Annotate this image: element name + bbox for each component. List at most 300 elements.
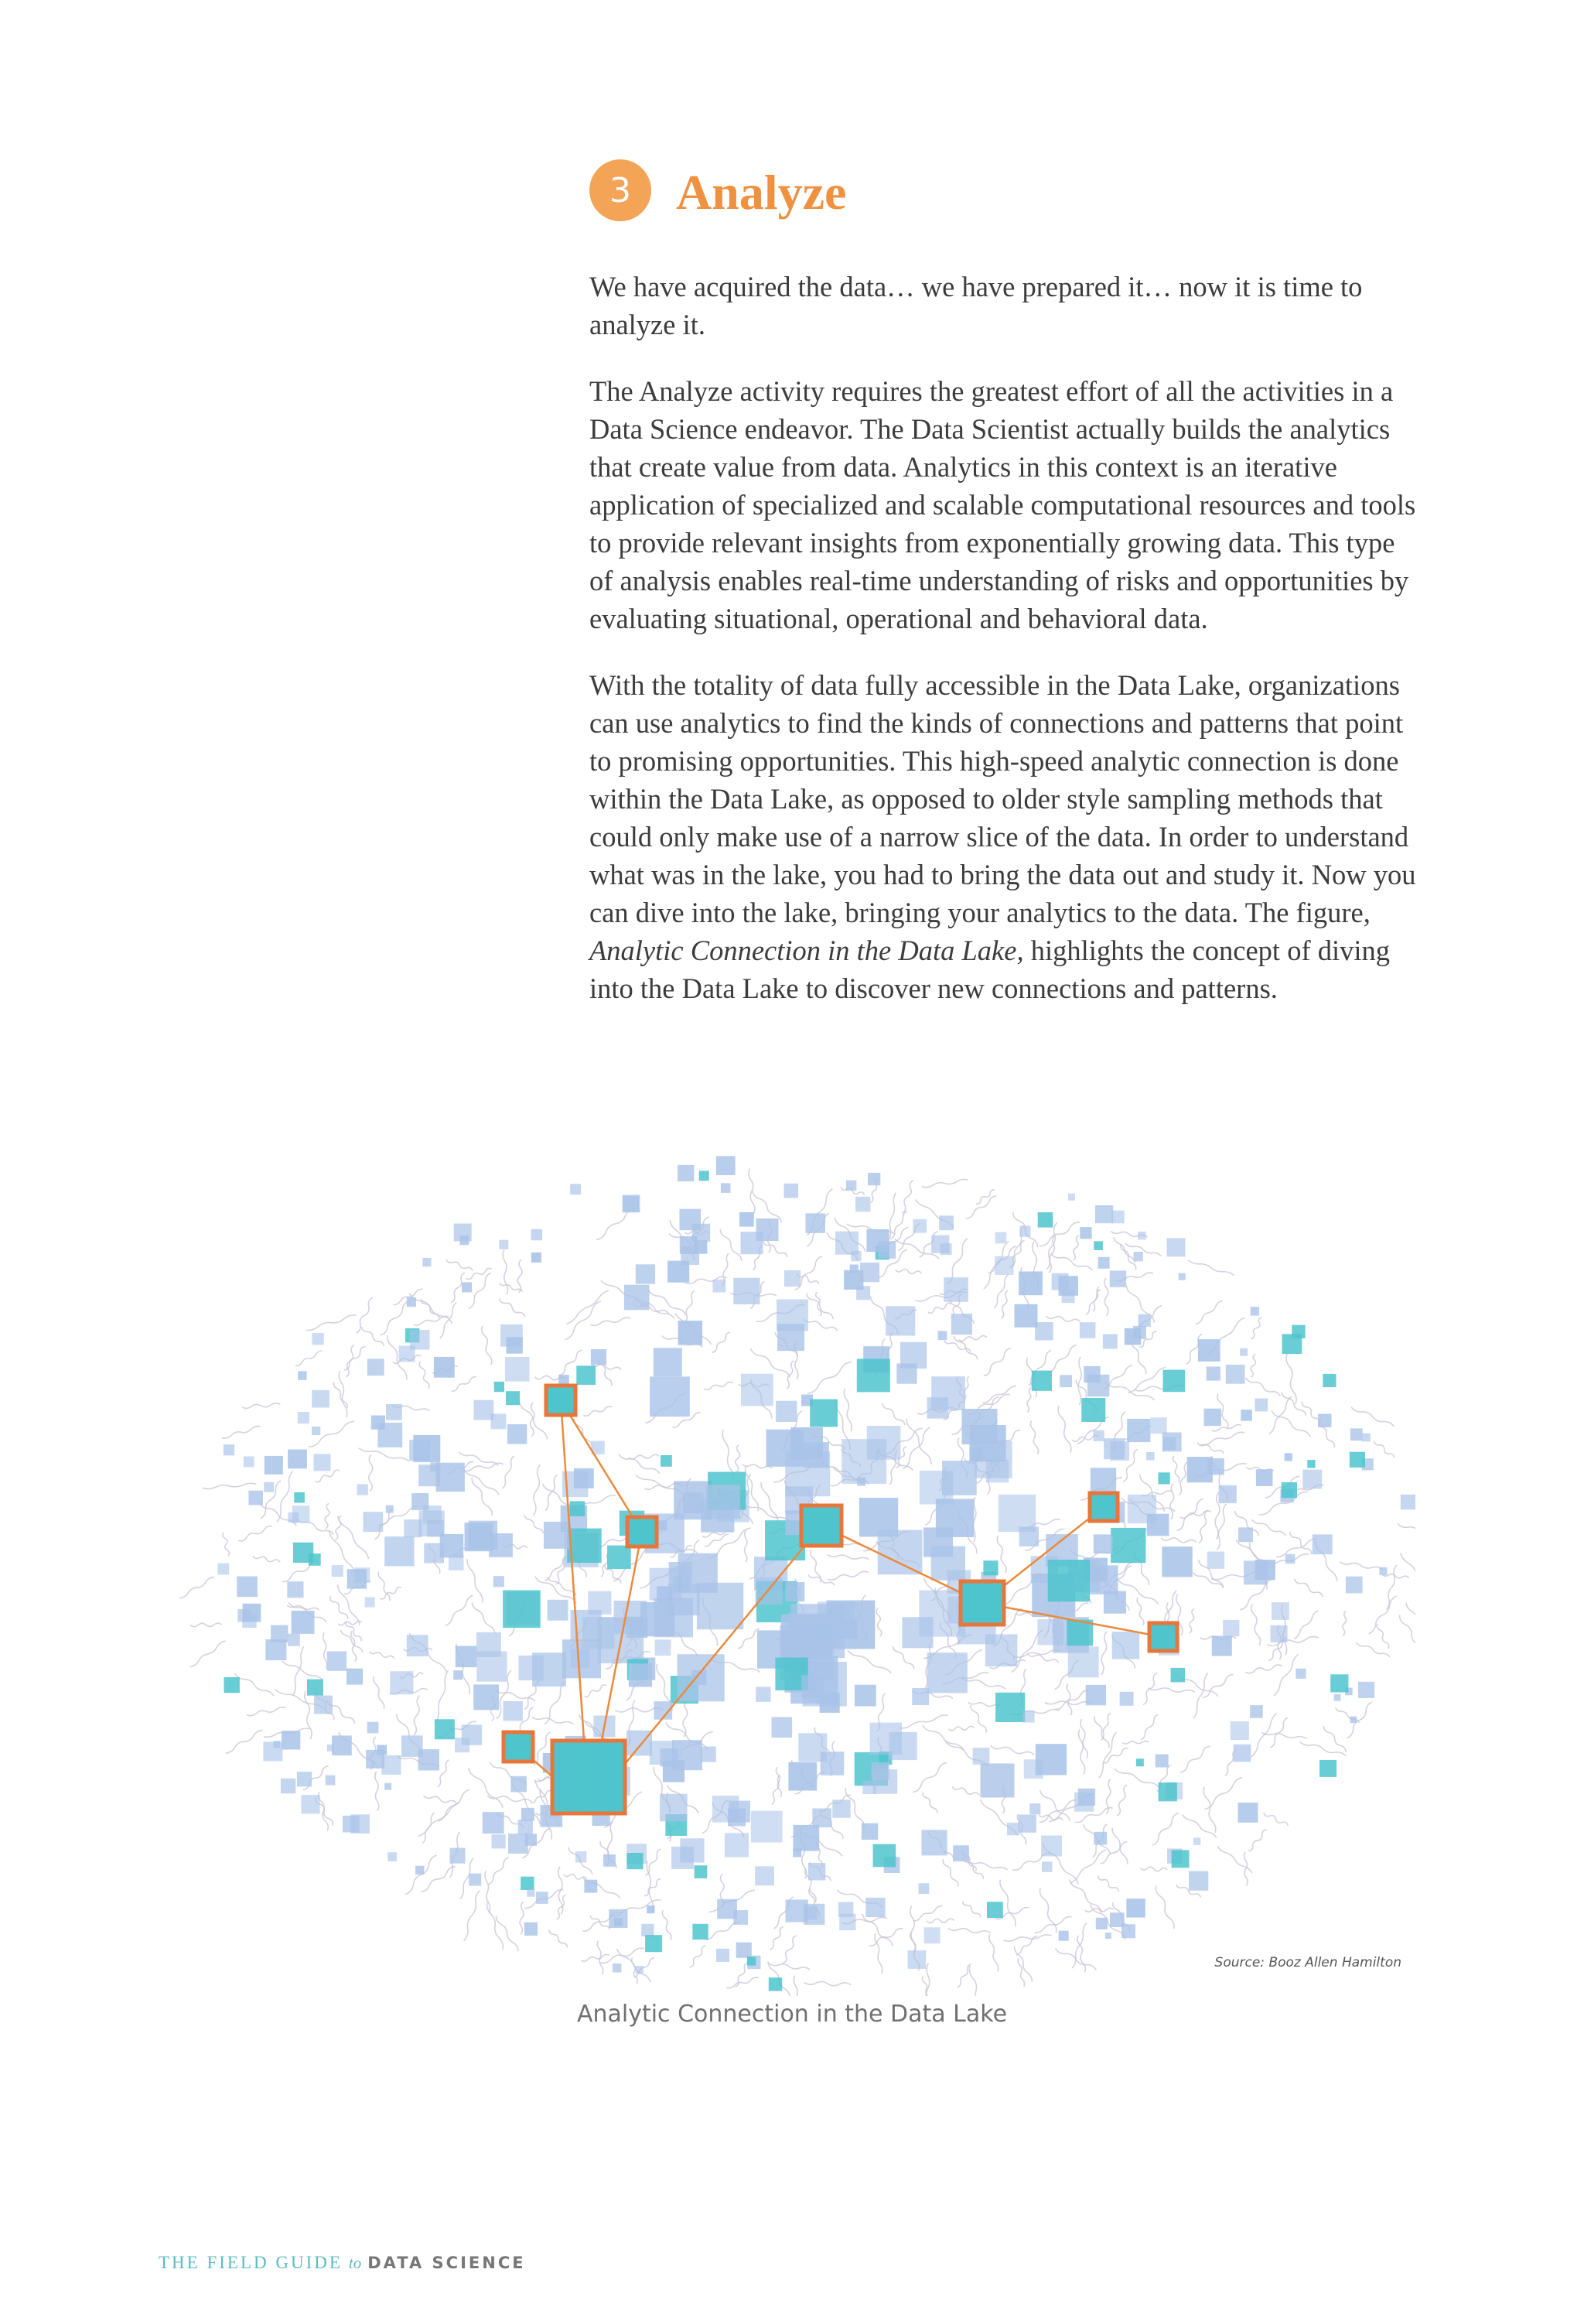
blue-data-square	[667, 1261, 689, 1283]
wave-line	[948, 1929, 991, 1933]
blue-data-square	[474, 1400, 494, 1420]
blue-data-square	[473, 1684, 499, 1710]
wave-line	[783, 1936, 797, 1963]
blue-data-square	[1019, 1225, 1030, 1236]
blue-data-square	[953, 1845, 969, 1861]
wave-line	[910, 1906, 915, 1953]
blue-data-square	[636, 1966, 644, 1974]
wave-line	[770, 1927, 783, 1950]
data-lake-figure	[178, 1122, 1415, 1996]
blue-data-square	[1251, 1307, 1259, 1315]
wave-line	[1377, 1624, 1388, 1649]
blue-data-square	[387, 1852, 397, 1861]
blue-data-square	[1060, 1375, 1072, 1387]
footer-title	[159, 2253, 526, 2273]
wave-line	[1400, 1615, 1415, 1654]
blue-data-square	[654, 1348, 682, 1376]
blue-data-square	[507, 1337, 523, 1353]
blue-data-square	[741, 1374, 773, 1406]
wave-line	[535, 1576, 576, 1603]
blue-data-square	[636, 1264, 655, 1283]
blue-data-square	[855, 1197, 870, 1212]
wave-line	[1122, 1741, 1149, 1744]
wave-line	[753, 1191, 782, 1222]
blue-data-square	[944, 1277, 968, 1302]
blue-data-square	[532, 1652, 566, 1687]
blue-data-square	[1219, 1485, 1237, 1503]
blue-data-square	[505, 1357, 530, 1382]
blue-data-square	[784, 1184, 799, 1198]
wave-line	[435, 1670, 448, 1723]
teal-data-square	[1307, 1460, 1315, 1468]
blue-data-square	[716, 1949, 729, 1962]
teal-data-square	[699, 1171, 709, 1181]
blue-data-square	[450, 1848, 466, 1864]
wave-line	[971, 1705, 986, 1733]
blue-data-square	[401, 1735, 423, 1757]
wave-line	[469, 1768, 504, 1808]
wave-line	[1125, 1243, 1162, 1256]
wave-line	[567, 1290, 609, 1324]
wave-line	[1104, 1278, 1108, 1316]
wave-line	[869, 1929, 903, 1946]
blue-data-square	[1313, 1534, 1333, 1554]
wave-line	[446, 1595, 473, 1625]
blue-data-square	[527, 1889, 534, 1897]
blue-data-square	[1080, 1322, 1096, 1338]
blue-data-square	[407, 1297, 416, 1307]
blue-data-square	[224, 1444, 234, 1455]
blue-data-square	[846, 1181, 857, 1191]
wave-line	[644, 1879, 661, 1896]
blue-data-square	[786, 1899, 808, 1922]
teal-data-square	[747, 1957, 756, 1965]
wave-line	[374, 1676, 384, 1709]
wave-line	[683, 1700, 688, 1737]
blue-data-square	[377, 1423, 402, 1447]
blue-data-square	[624, 1285, 650, 1311]
wave-line	[1049, 1345, 1077, 1372]
blue-data-square	[434, 1357, 455, 1378]
blue-data-square	[839, 1914, 855, 1930]
wave-line	[574, 1419, 592, 1447]
blue-data-square	[1093, 1430, 1104, 1441]
wave-line	[520, 1902, 524, 1935]
blue-data-square	[1094, 1534, 1113, 1553]
wave-line	[1276, 1539, 1317, 1557]
wave-line	[787, 1361, 794, 1389]
wave-line	[1269, 1396, 1292, 1434]
blue-data-square	[889, 1732, 917, 1760]
wave-line	[378, 1572, 390, 1601]
blue-data-square	[975, 1441, 1012, 1478]
blue-data-square	[939, 1215, 954, 1230]
blue-data-square	[292, 1505, 309, 1523]
wave-line	[1173, 1456, 1179, 1482]
blue-data-square	[912, 1688, 929, 1705]
blue-data-square	[776, 1401, 797, 1422]
blue-data-square	[1105, 1933, 1111, 1939]
blue-data-square	[386, 1505, 394, 1513]
wave-line	[807, 1362, 852, 1393]
wave-line	[359, 1448, 410, 1461]
blue-data-square	[1334, 1694, 1341, 1701]
teal-data-square	[576, 1365, 596, 1385]
wave-line	[736, 1445, 740, 1472]
blue-data-square	[326, 1775, 336, 1786]
wave-line	[1252, 1519, 1286, 1535]
wave-line	[991, 1746, 1034, 1755]
wave-line	[1115, 1769, 1159, 1787]
wave-line	[902, 1180, 913, 1213]
blue-data-square	[1096, 1918, 1108, 1929]
blue-data-square	[282, 1731, 300, 1749]
wave-line	[744, 1530, 747, 1562]
blue-data-square	[327, 1652, 346, 1671]
footer-guide: THE FIELD GUIDE	[159, 2253, 343, 2272]
blue-data-square	[332, 1735, 352, 1755]
wave-line	[375, 1772, 379, 1811]
wave-line	[1290, 1532, 1312, 1554]
wave-line	[517, 1259, 522, 1292]
blue-data-square	[271, 1625, 288, 1642]
wave-line	[969, 1966, 982, 1996]
blue-data-square	[801, 1675, 824, 1697]
body-text	[589, 268, 1425, 1036]
blue-data-square	[1138, 1314, 1151, 1327]
blue-data-square	[1255, 1399, 1268, 1412]
wave-line	[923, 1793, 937, 1813]
paragraph-3-text: With the totality of data fully accessible in the Data Lake, organizations can use analytics to find the kinds of connections and patterns that point to promising opportunities. This high-speed analytic connection is done within the Data Lake, as opposed to older style sampling methods that could only make use of a narrow slice of the data. In order to understand what was in the lake, you had to bring the data out and study it. Now you can dive into the lake, bringing your analytics to the data. The figure,	[589, 669, 1416, 928]
wave-line	[1027, 1388, 1031, 1413]
blue-data-square	[839, 1620, 858, 1639]
teal-data-square	[1172, 1850, 1190, 1868]
wave-line	[1386, 1565, 1397, 1610]
blue-data-square	[1037, 1619, 1063, 1646]
teal-data-square	[987, 1902, 1003, 1918]
wave-line	[1094, 1717, 1109, 1748]
blue-data-square	[1238, 1803, 1258, 1823]
wave-line	[1203, 1787, 1216, 1833]
blue-data-square	[265, 1456, 283, 1475]
blue-data-square	[492, 1834, 506, 1848]
teal-data-square	[1330, 1674, 1348, 1692]
figure-source: Source: Booz Allen Hamilton	[1214, 1955, 1401, 1970]
blue-data-square	[476, 1651, 507, 1681]
wave-line	[1340, 1562, 1383, 1570]
blue-data-square	[465, 1523, 493, 1551]
blue-data-square	[908, 1950, 927, 1969]
wave-line	[190, 1623, 222, 1626]
wave-line	[1004, 1935, 1052, 1941]
blue-data-square	[332, 1565, 343, 1577]
wave-line	[1244, 1852, 1248, 1885]
blue-data-square	[469, 1874, 481, 1886]
wave-line	[325, 1503, 329, 1529]
wave-line	[922, 1179, 968, 1187]
blue-data-square	[1128, 1495, 1156, 1523]
blue-data-square	[422, 1258, 431, 1266]
blue-data-square	[1379, 1567, 1387, 1575]
wave-line	[844, 1389, 852, 1431]
blue-data-square	[716, 1156, 736, 1175]
blue-data-square	[1198, 1339, 1220, 1362]
blue-data-square	[655, 1639, 671, 1656]
wave-line	[1274, 1655, 1299, 1696]
wave-line	[1070, 1880, 1101, 1913]
highlighted-node	[504, 1732, 533, 1762]
wave-line	[295, 1351, 323, 1365]
wave-line	[557, 1895, 566, 1919]
wave-line	[1217, 1504, 1226, 1550]
wave-line	[330, 1596, 348, 1619]
blue-data-square	[1401, 1495, 1415, 1509]
wave-line	[926, 1963, 930, 1996]
blue-data-square	[562, 1639, 601, 1678]
blue-data-square	[931, 1546, 965, 1581]
wave-line	[776, 1767, 781, 1797]
blue-data-square	[851, 1251, 861, 1261]
wave-line	[305, 1690, 312, 1738]
blue-data-square	[1111, 1211, 1125, 1224]
blue-data-square	[518, 1820, 533, 1834]
blue-data-square	[1156, 1755, 1169, 1768]
blue-data-square	[609, 1909, 627, 1928]
blue-data-square	[264, 1482, 274, 1492]
blue-data-square	[1019, 1272, 1043, 1296]
blue-data-square	[1238, 1527, 1253, 1542]
blue-data-square	[424, 1543, 444, 1564]
wave-line	[923, 1725, 964, 1750]
wave-line	[828, 1555, 869, 1560]
blue-data-square	[725, 1833, 749, 1857]
wave-line	[1079, 1729, 1085, 1774]
blue-data-square	[733, 1278, 760, 1304]
blue-data-square	[301, 1795, 319, 1813]
teal-data-square	[769, 1977, 782, 1991]
wave-line	[472, 1603, 495, 1634]
blue-data-square	[390, 1671, 413, 1694]
teal-data-square	[695, 1865, 708, 1878]
teal-data-square	[1319, 1760, 1336, 1777]
blue-data-square	[678, 1165, 694, 1181]
blue-data-square	[244, 1457, 254, 1468]
teal-data-square	[309, 1553, 321, 1566]
highlighted-node	[552, 1741, 625, 1813]
blue-data-square	[995, 1232, 1007, 1244]
teal-data-square	[1111, 1528, 1145, 1563]
figure-caption: Analytic Connection in the Data Lake	[576, 2001, 1008, 2028]
blue-data-square	[1110, 1270, 1126, 1287]
wave-line	[405, 1855, 436, 1895]
blue-data-square	[788, 1762, 817, 1791]
blue-data-square	[808, 1863, 826, 1881]
paragraph-1: We have acquired the data… we have prepared it… now it is time to analyze it.	[589, 271, 1363, 340]
blue-data-square	[1350, 1428, 1363, 1441]
wave-line	[1077, 1936, 1085, 1973]
blue-data-square	[521, 1808, 534, 1821]
blue-data-square	[524, 1922, 538, 1936]
blue-data-square	[591, 1349, 606, 1365]
teal-data-square	[503, 1591, 541, 1629]
blue-data-square	[940, 1243, 952, 1255]
wave-line	[1271, 1717, 1289, 1748]
wave-line	[1040, 1888, 1057, 1933]
wave-line	[459, 1452, 498, 1466]
wave-line	[952, 1786, 979, 1796]
blue-data-square	[756, 1218, 779, 1241]
wave-line	[362, 1327, 384, 1346]
blue-data-square	[713, 1280, 726, 1293]
wave-line	[1401, 1553, 1415, 1594]
wave-line	[617, 1949, 650, 1982]
blue-data-square	[701, 1747, 716, 1762]
blue-data-square	[1042, 1861, 1053, 1872]
blue-data-square	[1193, 1837, 1201, 1845]
blue-data-square	[777, 1300, 808, 1331]
wave-line	[1170, 1484, 1174, 1519]
wave-line	[958, 1964, 971, 1987]
wave-line	[503, 1250, 507, 1295]
blue-data-square	[1059, 1276, 1079, 1296]
blue-data-square	[712, 1796, 739, 1823]
blue-data-square	[1223, 1620, 1239, 1636]
blue-data-square	[680, 1209, 702, 1231]
blue-data-square	[1318, 1414, 1331, 1427]
figure-reference: Analytic Connection in the Data Lake,	[589, 935, 1024, 966]
blue-data-square	[772, 1717, 793, 1738]
wave-line	[989, 1934, 999, 1971]
wave-line	[323, 1632, 327, 1669]
blue-data-square	[1151, 1417, 1167, 1434]
blue-data-square	[739, 1212, 754, 1227]
blue-data-square	[1104, 1438, 1125, 1459]
blue-data-square	[584, 1880, 597, 1893]
blue-data-square	[1350, 1717, 1357, 1724]
blue-data-square	[273, 1741, 280, 1748]
footer-data-science: DATA SCIENCE	[367, 2254, 526, 2272]
wave-line	[583, 1406, 612, 1416]
wave-line	[1177, 1499, 1203, 1530]
section-title: Analyze	[676, 165, 847, 220]
wave-line	[226, 1730, 263, 1753]
blue-data-square	[1007, 1823, 1019, 1835]
blue-data-square	[896, 1363, 917, 1383]
wave-line	[203, 1483, 256, 1488]
blue-data-square	[938, 1331, 947, 1340]
wave-line	[1101, 1842, 1128, 1864]
blue-data-square	[350, 1814, 370, 1834]
wave-line	[565, 1301, 601, 1340]
wave-line	[997, 1536, 1006, 1573]
blue-data-square	[298, 1412, 309, 1423]
blue-data-square	[1207, 1552, 1224, 1569]
blue-data-square	[312, 1390, 329, 1408]
blue-data-square	[995, 1256, 1013, 1275]
wave-line	[1190, 1609, 1194, 1633]
highlighted-node	[627, 1517, 657, 1546]
wave-line	[340, 1630, 363, 1652]
wave-line	[1193, 1673, 1208, 1718]
blue-data-square	[832, 1799, 850, 1817]
teal-data-square	[1171, 1668, 1186, 1683]
wave-line	[1179, 1746, 1210, 1772]
wave-line	[804, 1319, 838, 1331]
wave-line	[629, 1454, 660, 1459]
highlighted-node	[801, 1505, 842, 1546]
blue-data-square	[314, 1696, 333, 1714]
blue-data-square	[1240, 1348, 1248, 1356]
wave-line	[496, 1916, 518, 1951]
teal-data-square	[857, 1359, 890, 1392]
blue-data-square	[531, 1253, 541, 1263]
wave-line	[828, 1571, 869, 1580]
teal-data-square	[1282, 1482, 1297, 1498]
wave-line	[590, 1916, 609, 1929]
blue-data-square	[1036, 1744, 1067, 1775]
wave-line	[438, 1789, 469, 1821]
blue-data-square	[287, 1581, 303, 1598]
blue-data-square	[706, 1485, 740, 1519]
blue-data-square	[1362, 1434, 1371, 1442]
blue-data-square	[456, 1646, 477, 1668]
blue-data-square	[460, 1235, 469, 1245]
blue-data-square	[298, 1371, 307, 1380]
paragraph-3-end: highlights the concept of diving into the Data Lake to discover new connections and patterns.	[589, 935, 1391, 1004]
blue-data-square	[453, 1670, 463, 1680]
wave-line	[1148, 1688, 1194, 1692]
blue-data-square	[1068, 1194, 1075, 1201]
wave-line	[419, 1362, 429, 1389]
wave-line	[1002, 1290, 1008, 1318]
blue-data-square	[756, 1687, 770, 1701]
blue-data-square	[449, 1555, 464, 1570]
wave-line	[749, 1169, 755, 1215]
footer-to: to	[348, 2254, 362, 2272]
blue-data-square	[733, 1910, 748, 1925]
wave-line	[1398, 1523, 1415, 1539]
blue-data-square	[418, 1464, 440, 1486]
wave-line	[1203, 1675, 1234, 1697]
teal-data-square	[645, 1935, 662, 1952]
wave-line	[1343, 1611, 1347, 1635]
wave-line	[418, 1803, 460, 1836]
blue-data-square	[1019, 1815, 1036, 1833]
wave-line	[750, 1348, 790, 1377]
blue-data-square	[1023, 1711, 1035, 1722]
highlighted-node	[1090, 1493, 1118, 1521]
blue-data-square	[785, 1451, 830, 1496]
teal-data-square	[1048, 1560, 1090, 1601]
wave-line	[720, 1229, 741, 1261]
wave-line	[500, 1298, 525, 1317]
teal-data-square	[995, 1693, 1025, 1722]
blue-data-square	[1167, 1238, 1186, 1256]
blue-data-square	[862, 1823, 878, 1840]
blue-data-square	[1080, 1227, 1091, 1239]
blue-data-square	[1127, 1419, 1150, 1442]
wave-line	[738, 1629, 760, 1648]
wave-line	[1152, 1813, 1179, 1845]
wave-line	[1262, 1733, 1307, 1739]
wave-line	[1193, 1573, 1224, 1587]
wave-line	[414, 1696, 419, 1735]
wave-line	[893, 1646, 914, 1669]
blue-data-square	[694, 1240, 707, 1253]
blue-data-square	[1226, 1365, 1245, 1384]
blue-data-square	[859, 1498, 898, 1536]
blue-data-square	[623, 1196, 639, 1212]
